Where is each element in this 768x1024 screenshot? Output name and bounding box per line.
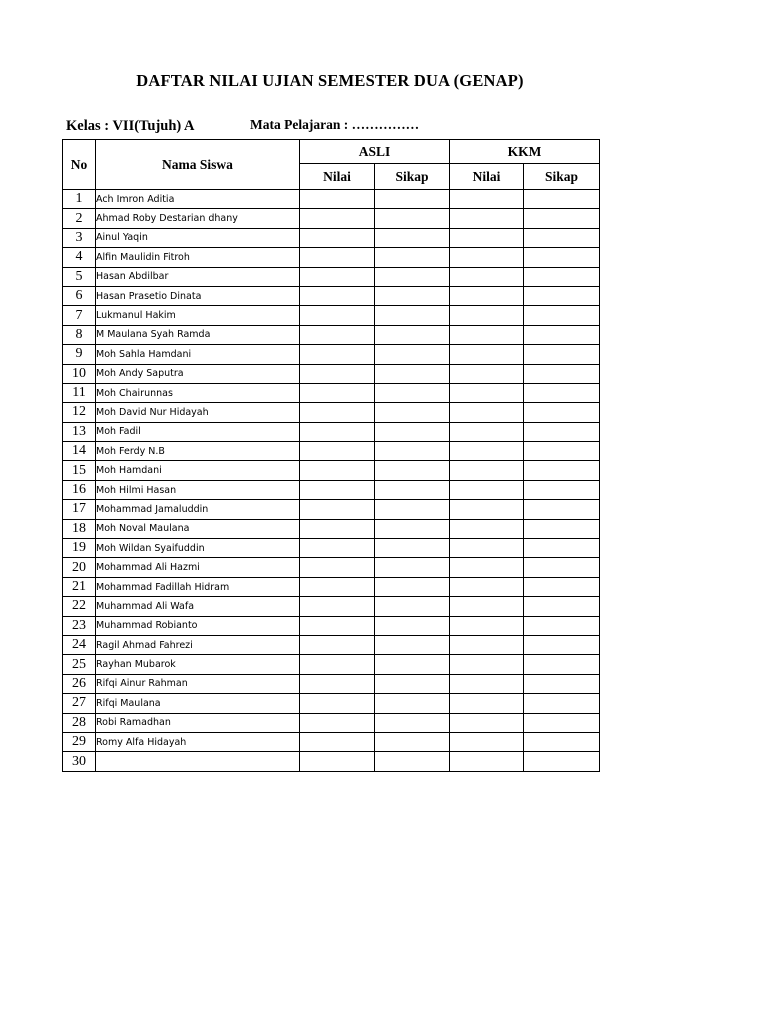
kkm-nilai-cell [450, 674, 524, 693]
table-row [63, 461, 600, 480]
table-row [63, 209, 600, 228]
kkm-nilai-cell [450, 713, 524, 732]
kkm-nilai-cell [450, 345, 524, 364]
kkm-sikap-cell [524, 577, 600, 596]
asli-sikap-cell [375, 403, 450, 422]
header-asli-nilai: Nilai [300, 164, 375, 190]
asli-nilai-cell [300, 364, 375, 383]
table-row [63, 480, 600, 499]
asli-nilai-cell [300, 345, 375, 364]
kkm-nilai-cell [450, 306, 524, 325]
kkm-nilai-cell [450, 616, 524, 635]
asli-nilai-cell [300, 597, 375, 616]
kkm-nilai-cell [450, 480, 524, 499]
table-row [63, 228, 600, 247]
row-number: 5 [63, 267, 96, 286]
asli-nilai-cell [300, 306, 375, 325]
table-row [63, 364, 600, 383]
student-name: Moh David Nur Hidayah [96, 403, 300, 422]
kkm-nilai-cell [450, 190, 524, 209]
table-row [63, 635, 600, 654]
kkm-sikap-cell [524, 209, 600, 228]
kkm-sikap-cell [524, 597, 600, 616]
student-name: Ach Imron Aditia [96, 190, 300, 209]
student-name: Robi Ramadhan [96, 713, 300, 732]
kkm-nilai-cell [450, 228, 524, 247]
row-number: 20 [63, 558, 96, 577]
table-body [63, 190, 600, 772]
kkm-nilai-cell [450, 442, 524, 461]
asli-sikap-cell [375, 306, 450, 325]
row-number: 4 [63, 248, 96, 267]
asli-nilai-cell [300, 325, 375, 344]
row-number: 17 [63, 500, 96, 519]
kkm-sikap-cell [524, 732, 600, 751]
table-row [63, 267, 600, 286]
kkm-sikap-cell [524, 190, 600, 209]
table-row [63, 752, 600, 771]
asli-sikap-cell [375, 500, 450, 519]
student-name: Moh Fadil [96, 422, 300, 441]
kkm-nilai-cell [450, 694, 524, 713]
kkm-nilai-cell [450, 461, 524, 480]
kkm-sikap-cell [524, 694, 600, 713]
kkm-sikap-cell [524, 286, 600, 305]
row-number: 23 [63, 616, 96, 635]
asli-nilai-cell [300, 577, 375, 596]
row-number: 6 [63, 286, 96, 305]
kkm-sikap-cell [524, 228, 600, 247]
kkm-sikap-cell [524, 461, 600, 480]
row-number: 19 [63, 539, 96, 558]
asli-sikap-cell [375, 267, 450, 286]
asli-sikap-cell [375, 616, 450, 635]
student-name: Romy Alfa Hidayah [96, 732, 300, 751]
kkm-sikap-cell [524, 480, 600, 499]
asli-sikap-cell [375, 345, 450, 364]
row-number: 15 [63, 461, 96, 480]
asli-sikap-cell [375, 519, 450, 538]
kkm-sikap-cell [524, 539, 600, 558]
table-row [63, 577, 600, 596]
class-label: Kelas : VII(Tujuh) A [66, 118, 195, 134]
asli-sikap-cell [375, 558, 450, 577]
student-name: Moh Noval Maulana [96, 519, 300, 538]
asli-sikap-cell [375, 383, 450, 402]
asli-nilai-cell [300, 539, 375, 558]
student-name: Moh Sahla Hamdani [96, 345, 300, 364]
header-asli-sikap: Sikap [375, 164, 450, 190]
asli-sikap-cell [375, 442, 450, 461]
kkm-sikap-cell [524, 248, 600, 267]
table-row [63, 732, 600, 751]
asli-nilai-cell [300, 422, 375, 441]
student-name: Hasan Prasetio Dinata [96, 286, 300, 305]
student-name: M Maulana Syah Ramda [96, 325, 300, 344]
kkm-nilai-cell [450, 248, 524, 267]
kkm-nilai-cell [450, 597, 524, 616]
asli-sikap-cell [375, 597, 450, 616]
kkm-sikap-cell [524, 422, 600, 441]
table-row [63, 442, 600, 461]
student-name: Muhammad Robianto [96, 616, 300, 635]
kkm-sikap-cell [524, 616, 600, 635]
asli-nilai-cell [300, 267, 375, 286]
student-name [96, 752, 300, 771]
student-name: Hasan Abdilbar [96, 267, 300, 286]
table-row [63, 539, 600, 558]
student-name: Mohammad Jamaluddin [96, 500, 300, 519]
asli-nilai-cell [300, 558, 375, 577]
row-number: 22 [63, 597, 96, 616]
kkm-nilai-cell [450, 422, 524, 441]
student-name: Moh Andy Saputra [96, 364, 300, 383]
student-name: Rayhan Mubarok [96, 655, 300, 674]
row-number: 8 [63, 325, 96, 344]
table-row [63, 713, 600, 732]
table-row [63, 500, 600, 519]
row-number: 21 [63, 577, 96, 596]
kkm-nilai-cell [450, 752, 524, 771]
asli-nilai-cell [300, 228, 375, 247]
asli-sikap-cell [375, 325, 450, 344]
row-number: 3 [63, 228, 96, 247]
asli-nilai-cell [300, 442, 375, 461]
kkm-nilai-cell [450, 577, 524, 596]
student-name: Mohammad Ali Hazmi [96, 558, 300, 577]
row-number: 10 [63, 364, 96, 383]
kkm-nilai-cell [450, 655, 524, 674]
row-number: 1 [63, 190, 96, 209]
asli-sikap-cell [375, 480, 450, 499]
row-number: 13 [63, 422, 96, 441]
header-asli: ASLI [300, 140, 450, 164]
asli-sikap-cell [375, 732, 450, 751]
asli-nilai-cell [300, 248, 375, 267]
row-number: 11 [63, 383, 96, 402]
table-row [63, 422, 600, 441]
asli-nilai-cell [300, 519, 375, 538]
kkm-sikap-cell [524, 500, 600, 519]
asli-sikap-cell [375, 713, 450, 732]
kkm-nilai-cell [450, 267, 524, 286]
asli-nilai-cell [300, 713, 375, 732]
table-row [63, 694, 600, 713]
table-row [63, 306, 600, 325]
asli-nilai-cell [300, 461, 375, 480]
kkm-nilai-cell [450, 383, 524, 402]
table-row [63, 519, 600, 538]
asli-sikap-cell [375, 286, 450, 305]
kkm-sikap-cell [524, 635, 600, 654]
kkm-nilai-cell [450, 403, 524, 422]
kkm-nilai-cell [450, 539, 524, 558]
student-name: Moh Hilmi Hasan [96, 480, 300, 499]
student-name: Moh Ferdy N.B [96, 442, 300, 461]
asli-nilai-cell [300, 694, 375, 713]
kkm-sikap-cell [524, 345, 600, 364]
kkm-sikap-cell [524, 442, 600, 461]
header-no: No [63, 140, 96, 190]
asli-sikap-cell [375, 674, 450, 693]
asli-sikap-cell [375, 364, 450, 383]
asli-nilai-cell [300, 752, 375, 771]
student-name: Alfin Maulidin Fitroh [96, 248, 300, 267]
row-number: 28 [63, 713, 96, 732]
kkm-nilai-cell [450, 635, 524, 654]
asli-nilai-cell [300, 286, 375, 305]
asli-nilai-cell [300, 732, 375, 751]
asli-sikap-cell [375, 635, 450, 654]
asli-nilai-cell [300, 480, 375, 499]
table-row [63, 248, 600, 267]
kkm-nilai-cell [450, 558, 524, 577]
student-name: Moh Hamdani [96, 461, 300, 480]
asli-sikap-cell [375, 539, 450, 558]
asli-sikap-cell [375, 694, 450, 713]
asli-sikap-cell [375, 461, 450, 480]
kkm-sikap-cell [524, 383, 600, 402]
score-table [62, 139, 600, 772]
table-row [63, 674, 600, 693]
kkm-nilai-cell [450, 519, 524, 538]
kkm-sikap-cell [524, 306, 600, 325]
row-number: 14 [63, 442, 96, 461]
table-row [63, 325, 600, 344]
kkm-nilai-cell [450, 500, 524, 519]
asli-sikap-cell [375, 228, 450, 247]
asli-sikap-cell [375, 422, 450, 441]
subject-label: Mata Pelajaran : …………… [250, 117, 420, 132]
student-name: Ahmad Roby Destarian dhany [96, 209, 300, 228]
row-number: 2 [63, 209, 96, 228]
header-kkm-sikap: Sikap [524, 164, 600, 190]
row-number: 18 [63, 519, 96, 538]
student-name: Moh Chairunnas [96, 383, 300, 402]
kkm-sikap-cell [524, 674, 600, 693]
student-name: Mohammad Fadillah Hidram [96, 577, 300, 596]
student-name: Moh Wildan Syaifuddin [96, 539, 300, 558]
table-row [63, 383, 600, 402]
kkm-sikap-cell [524, 558, 600, 577]
row-number: 7 [63, 306, 96, 325]
asli-nilai-cell [300, 616, 375, 635]
asli-nilai-cell [300, 500, 375, 519]
row-number: 27 [63, 694, 96, 713]
kkm-sikap-cell [524, 403, 600, 422]
student-name: Muhammad Ali Wafa [96, 597, 300, 616]
header-kkm: KKM [450, 140, 600, 164]
kkm-nilai-cell [450, 209, 524, 228]
asli-sikap-cell [375, 577, 450, 596]
kkm-nilai-cell [450, 364, 524, 383]
table-row [63, 597, 600, 616]
kkm-sikap-cell [524, 364, 600, 383]
asli-nilai-cell [300, 209, 375, 228]
student-name: Rifqi Maulana [96, 694, 300, 713]
table-row [63, 190, 600, 209]
table-header-row [63, 140, 600, 164]
table-row [63, 558, 600, 577]
kkm-nilai-cell [450, 732, 524, 751]
kkm-sikap-cell [524, 655, 600, 674]
row-number: 12 [63, 403, 96, 422]
row-number: 24 [63, 635, 96, 654]
asli-sikap-cell [375, 752, 450, 771]
asli-sikap-cell [375, 190, 450, 209]
kkm-sikap-cell [524, 267, 600, 286]
row-number: 25 [63, 655, 96, 674]
asli-nilai-cell [300, 674, 375, 693]
kkm-nilai-cell [450, 325, 524, 344]
table-row [63, 403, 600, 422]
asli-sikap-cell [375, 248, 450, 267]
kkm-sikap-cell [524, 519, 600, 538]
row-number: 29 [63, 732, 96, 751]
asli-nilai-cell [300, 383, 375, 402]
student-name: Ragil Ahmad Fahrezi [96, 635, 300, 654]
row-number: 26 [63, 674, 96, 693]
header-kkm-nilai: Nilai [450, 164, 524, 190]
asli-sikap-cell [375, 209, 450, 228]
row-number: 30 [63, 752, 96, 771]
row-number: 9 [63, 345, 96, 364]
student-name: Lukmanul Hakim [96, 306, 300, 325]
student-name: Ainul Yaqin [96, 228, 300, 247]
table-row [63, 655, 600, 674]
kkm-sikap-cell [524, 713, 600, 732]
table-row [63, 616, 600, 635]
document-title: DAFTAR NILAI UJIAN SEMESTER DUA (GENAP) [136, 71, 524, 90]
student-name: Rifqi Ainur Rahman [96, 674, 300, 693]
asli-nilai-cell [300, 655, 375, 674]
kkm-sikap-cell [524, 325, 600, 344]
header-nama-siswa: Nama Siswa [96, 140, 300, 190]
kkm-nilai-cell [450, 286, 524, 305]
asli-nilai-cell [300, 635, 375, 654]
kkm-sikap-cell [524, 752, 600, 771]
asli-nilai-cell [300, 190, 375, 209]
table-row [63, 345, 600, 364]
table-row [63, 286, 600, 305]
row-number: 16 [63, 480, 96, 499]
asli-sikap-cell [375, 655, 450, 674]
asli-nilai-cell [300, 403, 375, 422]
